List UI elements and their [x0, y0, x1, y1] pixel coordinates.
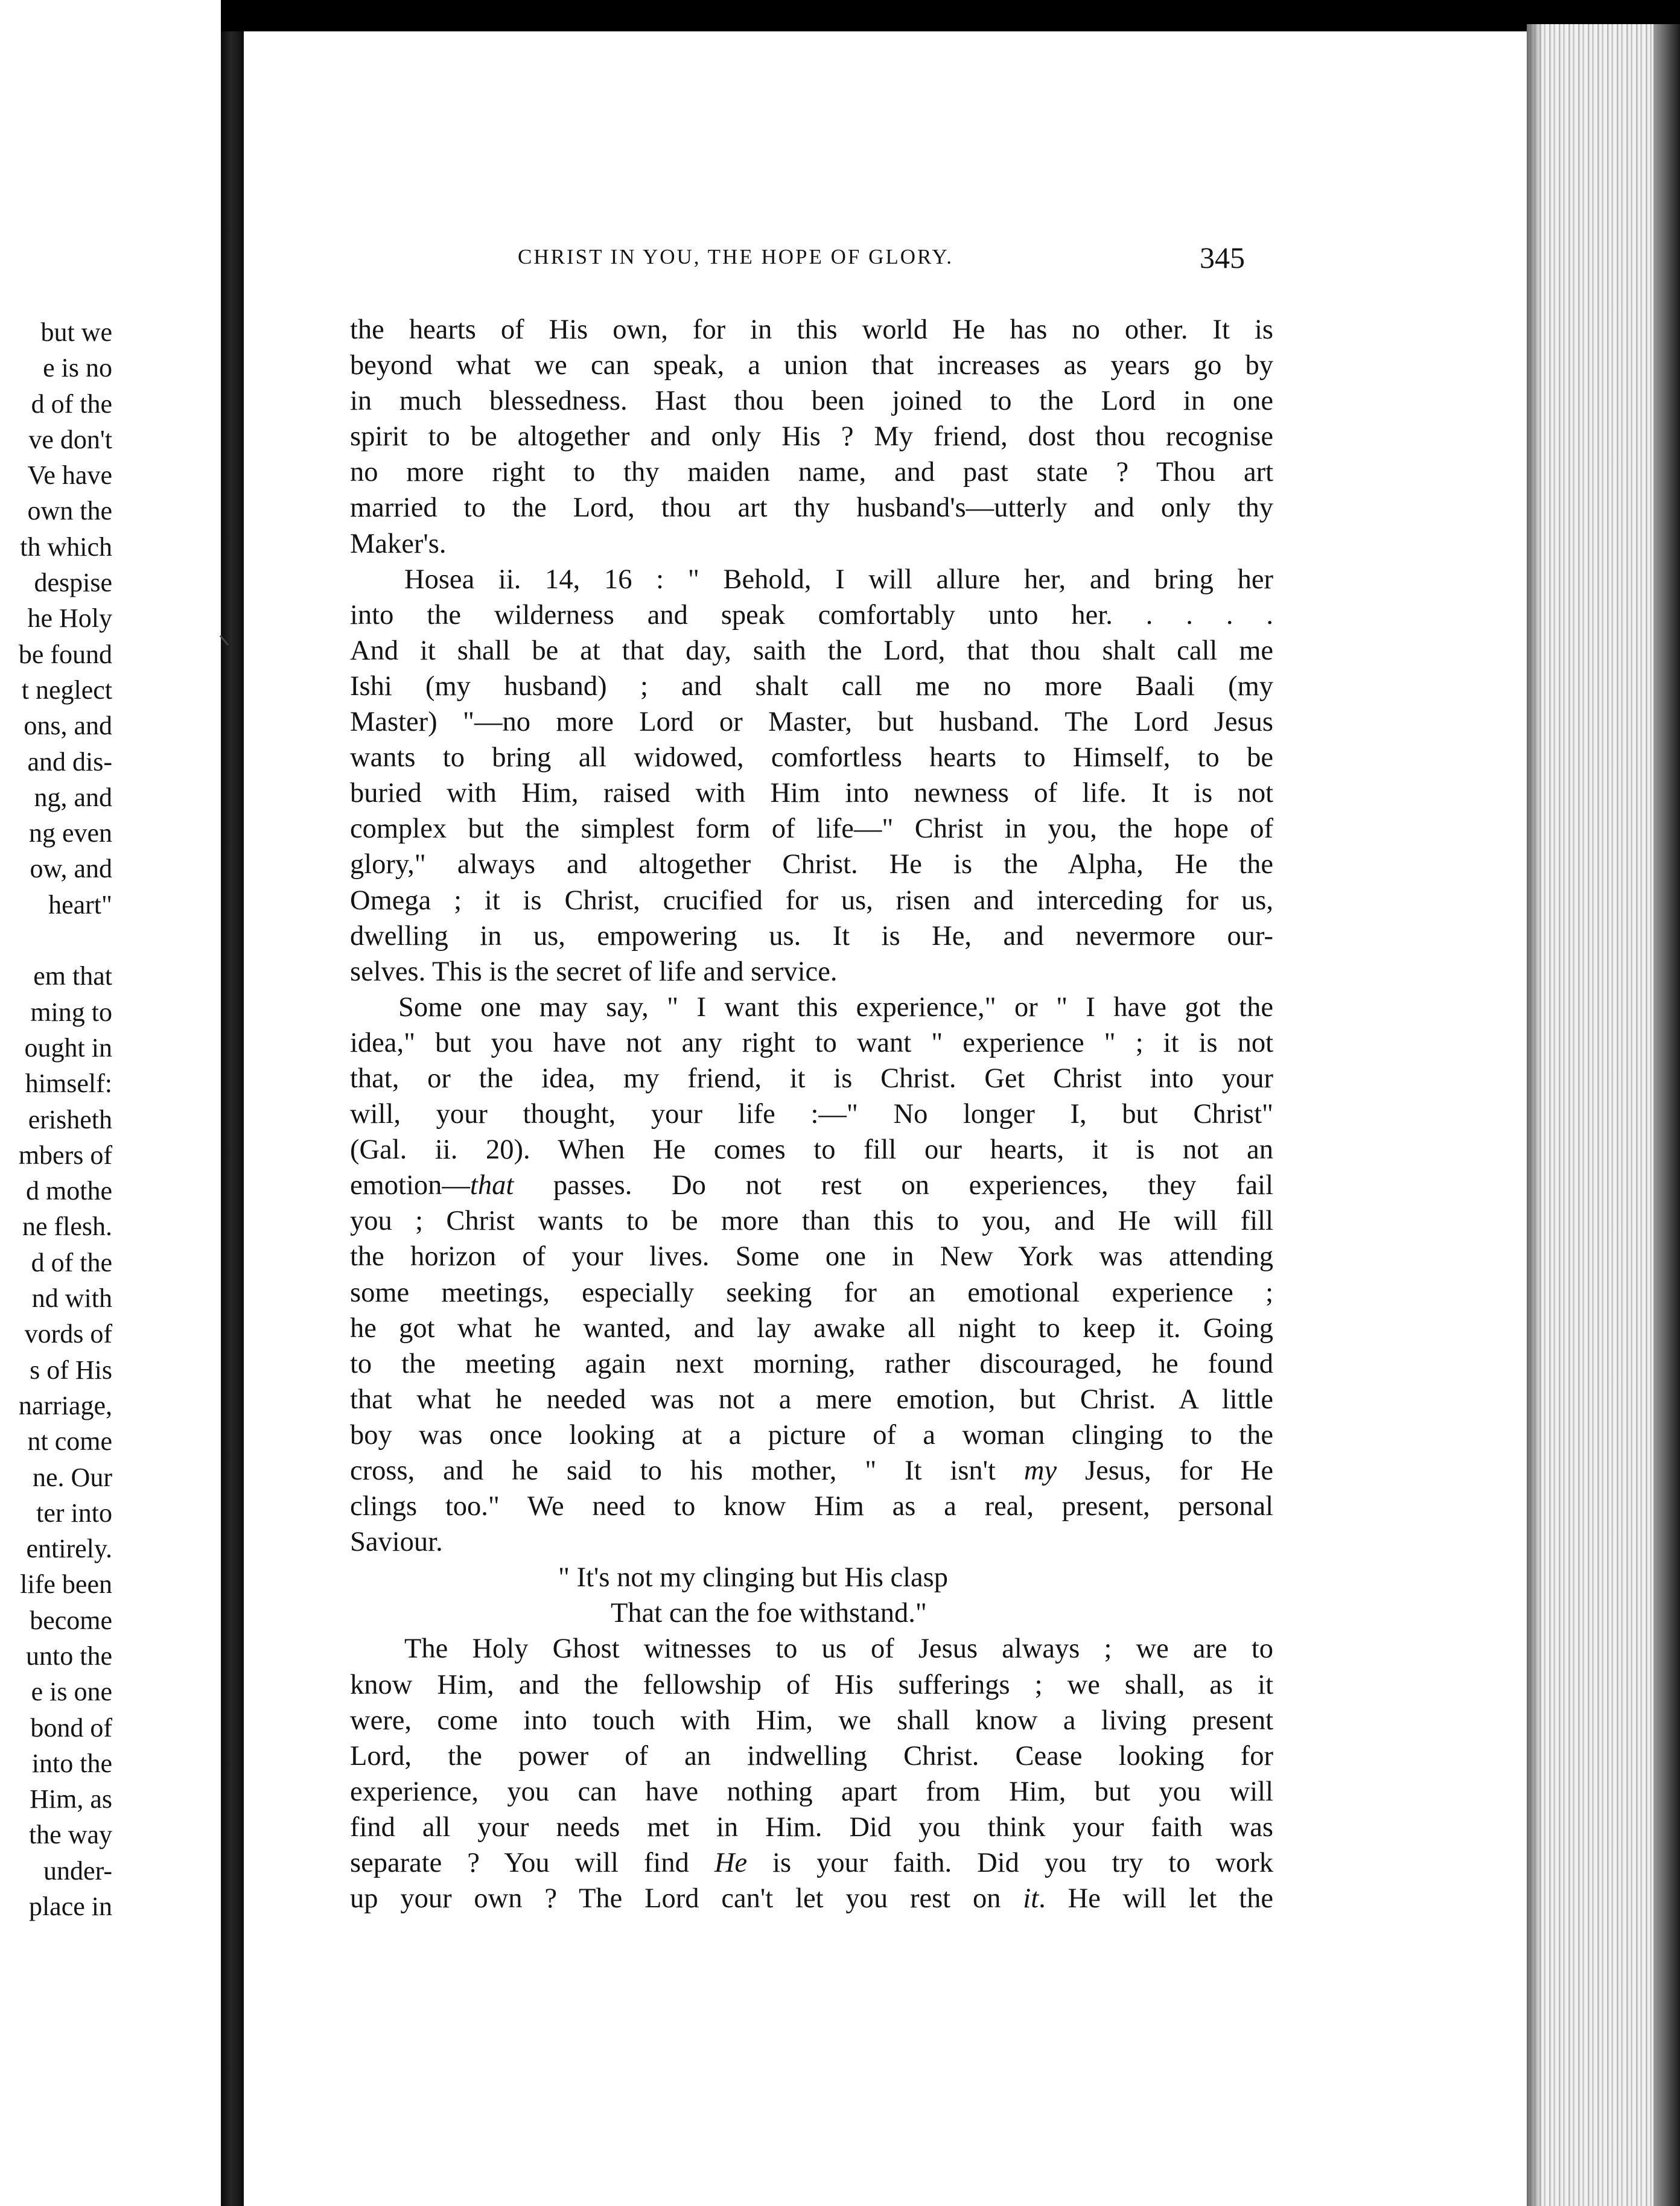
- text-line-mixed: [350, 1168, 1273, 1203]
- text-line: into the wilderness and speak comfortably unto her. . . . .: [350, 599, 1273, 631]
- text-line-mixed: [350, 1845, 1273, 1881]
- text-run: Jesus, for He: [1057, 1455, 1273, 1486]
- text-line: spirit to be altogether and only His ? My friend, dost thou recognise: [350, 421, 1273, 453]
- verse-line: " It's not my clinging but His clasp: [558, 1562, 949, 1594]
- text-line: in much blessedness. Hast thou been joined to the Lord in one: [350, 386, 1273, 417]
- text-line: Master) "—no more Lord or Master, but husband. The Lord Jesus: [350, 707, 1273, 738]
- left-page-line: into the: [31, 1748, 112, 1778]
- left-page-line: ne flesh.: [22, 1212, 112, 1242]
- left-page-line: e is one: [31, 1677, 112, 1707]
- left-page-line: ne. Our: [33, 1462, 112, 1492]
- body-text: [350, 312, 1273, 1916]
- text-line: complex but the simplest form of life—" Christ in you, the hope of: [350, 813, 1273, 845]
- left-page-line: ve don't: [28, 424, 112, 454]
- italic-text: that: [469, 1170, 514, 1201]
- text-line: to the meeting again next morning, rather discouraged, he found: [350, 1348, 1273, 1379]
- left-page-line: d of the: [31, 1247, 112, 1277]
- page-number: 345: [1200, 241, 1245, 275]
- left-page-line: but we: [40, 317, 112, 347]
- left-page-line: nd with: [31, 1283, 112, 1314]
- left-page-fragment: [0, 0, 221, 2206]
- text-run: separate ? You will find: [350, 1848, 714, 1879]
- left-page-line: vords of: [24, 1319, 112, 1349]
- running-title: CHRIST IN YOU, THE HOPE OF GLORY.: [518, 245, 953, 269]
- text-line: glory," always and altogether Christ. He is the Alpha, He the: [350, 849, 1273, 880]
- left-page-line: despise: [34, 568, 112, 598]
- text-line: (Gal. ii. 20). When He comes to fill our hearts, it is not an: [350, 1134, 1273, 1166]
- left-page-line: d mothe: [26, 1176, 112, 1206]
- left-page-line: become: [30, 1605, 112, 1635]
- italic-text: my: [1023, 1455, 1057, 1486]
- text-run: is your faith. Did you try to work: [747, 1848, 1274, 1879]
- left-page-line: t neglect: [21, 675, 112, 705]
- left-page-line: the way: [28, 1820, 112, 1850]
- text-run: emotion—: [350, 1170, 470, 1201]
- left-page-line: mbers of: [18, 1140, 112, 1170]
- left-page-line: himself:: [25, 1069, 112, 1099]
- left-page-line: Ve have: [27, 460, 112, 491]
- text-line: some meetings, especially seeking for an emotional experience ;: [350, 1277, 1273, 1308]
- verse-line: That can the foe withstand.": [611, 1598, 927, 1629]
- book-cover-edge: [1653, 0, 1680, 2206]
- text-run: up your own ? The Lord can't let you rest on: [350, 1883, 1023, 1915]
- left-page-line: nt come: [27, 1426, 112, 1457]
- text-run: . He will let the: [1039, 1883, 1273, 1915]
- italic-text: He: [714, 1848, 748, 1879]
- text-line: find all your needs met in Him. Did you think your faith was: [350, 1811, 1273, 1843]
- text-line: Saviour.: [350, 1527, 443, 1558]
- text-line: wants to bring all widowed, comfortless hearts to Himself, to be: [350, 742, 1273, 774]
- left-page-line: d of the: [31, 389, 112, 419]
- text-line: Hosea ii. 14, 16 : " Behold, I will allure her, and bring her: [404, 564, 1273, 595]
- text-line: know Him, and the fellowship of His sufferings ; we shall, as it: [350, 1669, 1273, 1700]
- left-page-line: be found: [18, 639, 112, 669]
- text-line: he got what he wanted, and lay awake all night to keep it. Going: [350, 1312, 1273, 1344]
- left-page-line: place in: [28, 1892, 112, 1922]
- text-line: the hearts of His own, for in this world He has no other. It is: [350, 314, 1273, 345]
- text-line: boy was once looking at a picture of a woman clinging to the: [350, 1419, 1273, 1451]
- left-page-line: narriage,: [18, 1390, 112, 1420]
- left-page-line: e is no: [43, 353, 112, 383]
- text-line: Ishi (my husband) ; and shalt call me no more Baali (my: [350, 670, 1273, 702]
- left-page-line: ow, and: [30, 854, 112, 884]
- left-page-line: s of His: [30, 1355, 112, 1385]
- left-page-line: bond of: [30, 1712, 112, 1743]
- left-page-line: ming to: [30, 997, 112, 1027]
- text-line: The Holy Ghost witnesses to us of Jesus always ; we are to: [404, 1633, 1273, 1665]
- left-page-line: ter into: [36, 1498, 112, 1528]
- top-edge-shadow: [1527, 0, 1680, 24]
- left-page-line: entirely.: [26, 1534, 112, 1564]
- text-line: dwelling in us, empowering us. It is He, and nevermore our-: [350, 920, 1273, 952]
- text-line: that what he needed was not a mere emotion, but Christ. A little: [350, 1384, 1273, 1415]
- text-line: Lord, the power of an indwelling Christ. Cease looking for: [350, 1740, 1273, 1772]
- text-line-mixed: [350, 1881, 1273, 1916]
- text-run: cross, and he said to his mother, " It isn't: [350, 1455, 1024, 1486]
- text-line: Maker's.: [350, 528, 447, 559]
- left-page-line: Him, as: [30, 1784, 112, 1814]
- text-line: no more right to thy maiden name, and past state ? Thou art: [350, 457, 1273, 488]
- text-line: Some one may say, " I want this experience," or " I have got the: [398, 991, 1273, 1023]
- italic-text: it: [1023, 1883, 1039, 1915]
- left-page-line: ng, and: [34, 782, 112, 812]
- text-line: were, come into touch with Him, we shall know a living present: [350, 1705, 1273, 1736]
- left-page-line: erisheth: [28, 1104, 112, 1134]
- text-line: you ; Christ wants to be more than this to you, and He will fill: [350, 1206, 1273, 1237]
- left-page-line: he Holy: [27, 603, 112, 634]
- left-page-text: [0, 314, 112, 1924]
- top-scan-edge: [221, 0, 1627, 31]
- text-line-mixed: [350, 1453, 1273, 1489]
- text-line: that, or the idea, my friend, it is Christ. Get Christ into your: [350, 1063, 1273, 1094]
- text-line: Omega ; it is Christ, crucified for us, risen and interceding for us,: [350, 885, 1273, 916]
- left-page-line: ons, and: [24, 711, 112, 741]
- text-run: passes. Do not rest on experiences, they fail: [514, 1170, 1273, 1201]
- left-page-line: life been: [20, 1569, 112, 1600]
- page-edge-shadow: [1527, 0, 1542, 2206]
- left-page-line: and dis-: [27, 746, 112, 777]
- text-line: beyond what we can speak, a union that increases as years go by: [350, 350, 1273, 381]
- left-page-line: [0, 923, 112, 958]
- text-line: selves. This is the secret of life and service.: [350, 956, 838, 987]
- left-page-line: ng even: [28, 818, 112, 848]
- text-line: idea," but you have not any right to want " experience " ; it is not: [350, 1027, 1273, 1058]
- text-line: And it shall be at that day, saith the Lord, that thou shalt call me: [350, 635, 1273, 666]
- left-page-line: under-: [43, 1855, 112, 1886]
- text-line: experience, you can have nothing apart from Him, but you will: [350, 1776, 1273, 1807]
- text-line: will, your thought, your life :—" No longer I, but Christ": [350, 1099, 1273, 1130]
- text-line: buried with Him, raised with Him into newness of life. It is not: [350, 778, 1273, 809]
- left-page-line: th which: [20, 532, 112, 562]
- left-page-line: em that: [33, 961, 112, 991]
- text-line: clings too." We need to know Him as a real, present, personal: [350, 1491, 1273, 1522]
- text-line: married to the Lord, thou art thy husband's—utterly and only thy: [350, 492, 1273, 524]
- book-gutter: [221, 0, 244, 2206]
- left-page-line: ought in: [24, 1032, 112, 1063]
- left-page-line: heart": [48, 889, 112, 920]
- text-line: the horizon of your lives. Some one in New York was attending: [350, 1241, 1273, 1273]
- left-page-line: unto the: [26, 1641, 112, 1671]
- left-page-line: own the: [27, 496, 112, 526]
